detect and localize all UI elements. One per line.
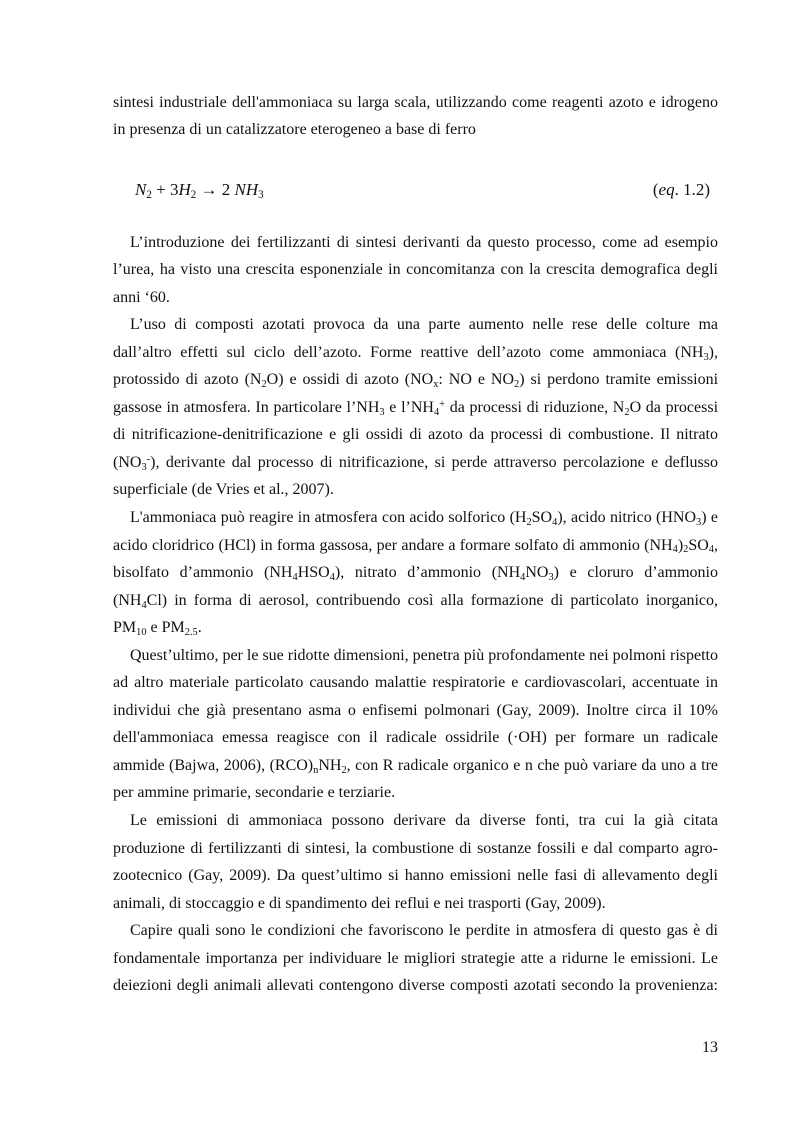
text-run: . xyxy=(197,619,202,637)
text-run: O) e ossidi di azoto (NO xyxy=(266,371,434,389)
text-run: gassose in atmosfera. In particolare l’NH xyxy=(113,398,380,416)
text-run: . 1.2) xyxy=(674,180,710,199)
text-run: dall’altro effetti sul ciclo dell’azoto. Forme reattive dell’azoto come ammoniaca (NH xyxy=(113,343,704,361)
text-run: deiezioni degli animali allevati contengono diverse composti azotati secondo la provenienza: xyxy=(113,977,718,995)
text-run: HSO xyxy=(297,564,330,582)
subscript: 3 xyxy=(696,516,702,528)
equation xyxy=(0,176,794,204)
subscript: n xyxy=(313,764,319,776)
subscript: 2 xyxy=(514,379,520,391)
text-line xyxy=(113,862,718,890)
text-line xyxy=(113,116,718,143)
text-line xyxy=(113,339,718,367)
text-run: bisolfato d’ammonio (NH xyxy=(113,564,293,582)
text-run: ammide (Bajwa, 2006), (RCO) xyxy=(113,756,314,774)
text-run: , con R radicale organico e n che può variare da uno a tre xyxy=(346,756,719,774)
subscript: 4 xyxy=(520,571,526,583)
text-line xyxy=(113,972,718,1000)
text-run: Cl) in forma di aerosol, contribuendo così alla formazione di particolato inorganico, xyxy=(146,591,718,609)
text-line xyxy=(113,587,718,615)
text-line xyxy=(113,311,718,339)
text-line xyxy=(113,284,718,312)
text-run: : NO e NO xyxy=(438,371,514,389)
text-line xyxy=(113,559,718,587)
text-run: ), nitrato d’ammonio (NH xyxy=(334,564,521,582)
text-run: → 2 xyxy=(196,180,235,199)
text-run: PM xyxy=(113,619,137,637)
text-run: e l’NH xyxy=(384,398,434,416)
subscript: 3 xyxy=(703,351,709,363)
text-line xyxy=(113,835,718,863)
text-run: dell'ammoniaca emessa reagisce con il radicale ossidrile (·OH) per formare un radicale xyxy=(113,729,718,747)
text-line xyxy=(113,394,718,422)
italic-run: H xyxy=(178,180,191,199)
text-line xyxy=(113,421,718,449)
text-line xyxy=(113,752,718,780)
subscript: 2 xyxy=(683,544,689,556)
text-run: ( xyxy=(652,180,659,199)
text-run: ) xyxy=(677,536,684,554)
text-run: l’urea, ha visto una crescita esponenziale in concomitanza con la crescita demografica degli xyxy=(113,261,718,279)
superscript: - xyxy=(146,453,151,465)
text-run: Le emissioni di ammoniaca possono derivare da diverse fonti, tra cui la già citata xyxy=(130,811,718,829)
text-run: individui che già presentano asma o enfisemi polmonari (Gay, 2009). Inoltre circa il 10% xyxy=(113,701,718,719)
text-line xyxy=(113,697,718,725)
text-run: , xyxy=(714,536,718,554)
text-run: SO xyxy=(531,508,553,526)
text-run: ad altro materiale particolato causando malattie respiratorie e cardiovascolari, accentuate in xyxy=(113,674,718,692)
paragraph xyxy=(113,229,718,312)
text-line xyxy=(113,807,718,835)
text-line xyxy=(113,532,718,560)
text-run: Quest’ultimo, per le sue ridotte dimensioni, penetra più profondamente nei polmoni rispetto xyxy=(130,646,718,664)
subscript: 4 xyxy=(433,406,440,418)
text-line xyxy=(113,256,718,284)
subscript: 4 xyxy=(141,599,147,611)
text-run: (NH xyxy=(113,591,142,609)
subscript: 2 xyxy=(341,764,347,776)
paragraph xyxy=(113,642,718,807)
subscript: 4 xyxy=(672,544,678,556)
text-line xyxy=(113,366,718,394)
text-run: ), derivante dal processo di nitrificazione, si perde attraverso percolazione e deflusso xyxy=(150,453,718,471)
equation-number xyxy=(653,176,710,204)
text-run: ), xyxy=(708,343,718,361)
text-run: ) si perdono tramite emissioni xyxy=(519,371,719,389)
subscript: 2 xyxy=(190,189,197,202)
body-text xyxy=(113,229,718,1000)
subscript: 3 xyxy=(258,189,264,202)
subscript: 4 xyxy=(552,516,558,528)
text-run: di nitrificazione-denitrificazione e gli ossidi di azoto da processi di combustione. Il nitrato xyxy=(113,426,718,444)
text-run: SO xyxy=(688,536,709,554)
text-run: NH xyxy=(318,756,342,774)
page-number: 13 xyxy=(702,1039,718,1056)
text-line xyxy=(113,89,718,116)
subscript: 4 xyxy=(708,544,714,556)
text-run: ), acido nitrico (HNO xyxy=(557,508,697,526)
text-run: L’introduzione dei fertilizzanti di sintesi derivanti da questo processo, come ad esempio xyxy=(130,233,718,251)
text-line xyxy=(113,476,718,504)
text-line xyxy=(113,229,718,257)
text-line xyxy=(113,724,718,752)
text-run: L’uso di composti azotati provoca da una parte aumento nelle rese delle colture ma xyxy=(130,316,718,334)
text-run: O da processi xyxy=(629,398,719,416)
subscript: 10 xyxy=(136,627,147,639)
italic-run: NH xyxy=(234,180,259,199)
text-run: Capire quali sono le condizioni che favoriscono le perdite in atmosfera di questo gas è di xyxy=(130,922,718,940)
text-run: + 3 xyxy=(151,180,179,199)
equation-formula xyxy=(135,176,264,204)
subscript: 2.5 xyxy=(184,627,198,639)
text-run: protossido di azoto (N xyxy=(113,371,262,389)
subscript: 3 xyxy=(548,571,554,583)
italic-run: eq xyxy=(658,180,675,199)
text-run: sintesi industriale dell'ammoniaca su larga scala, utilizzando come reagenti azoto e idrogeno xyxy=(113,94,718,111)
text-run: zootecnico (Gay, 2009). Da quest’ultimo si hanno emissioni nelle fasi di allevamento degli xyxy=(113,867,718,885)
text-line xyxy=(113,890,718,918)
text-run: per ammine primarie, secondarie e terziarie. xyxy=(113,784,396,802)
text-run: fondamentale importanza per individuare le migliori strategie atte a ridurne le emissioni. Le xyxy=(113,949,718,967)
italic-run: N xyxy=(135,180,147,199)
text-run: NO xyxy=(525,564,549,582)
text-line xyxy=(113,669,718,697)
subscript: 2 xyxy=(146,189,152,202)
text-line xyxy=(113,504,718,532)
text-run: (NO xyxy=(113,453,142,471)
subscript: 2 xyxy=(624,406,630,418)
subscript: 3 xyxy=(141,461,147,473)
paragraph xyxy=(113,311,718,504)
text-run: in presenza di un catalizzatore eterogeneo a base di ferro xyxy=(113,121,476,139)
subscript: 2 xyxy=(526,516,532,528)
text-line xyxy=(113,642,718,670)
text-line xyxy=(113,614,718,642)
continued-paragraph xyxy=(113,89,718,143)
text-run: e PM xyxy=(146,619,185,637)
text-run: da processi di riduzione, N xyxy=(445,398,625,416)
text-line xyxy=(113,917,718,945)
paragraph xyxy=(113,807,718,917)
subscript: 3 xyxy=(379,406,385,418)
superscript: + xyxy=(439,398,446,410)
paragraph xyxy=(113,917,718,1000)
subscript: x xyxy=(433,379,439,391)
text-run: ) e xyxy=(701,508,718,526)
subscript: 2 xyxy=(261,379,267,391)
text-line xyxy=(113,945,718,973)
text-line xyxy=(113,449,718,477)
subscript: 4 xyxy=(292,571,298,583)
text-run: L'ammoniaca può reagire in atmosfera con acido solforico (H xyxy=(130,508,527,526)
text-run: produzione di fertilizzanti di sintesi, la combustione di sostanze fossili e dal comparto agro- xyxy=(113,839,718,857)
subscript: 4 xyxy=(329,571,335,583)
text-run: anni ‘60. xyxy=(113,288,170,306)
paragraph xyxy=(113,504,718,642)
text-line xyxy=(113,779,718,807)
text-run: ) e cloruro d’ammonio xyxy=(553,564,718,582)
text-run: acido cloridrico (HCl) in forma gassosa, per andare a formare solfato di ammonio (NH xyxy=(113,536,673,554)
text-run: animali, di stoccaggio e di spandimento dei reflui e nei trasporti (Gay, 2009). xyxy=(113,894,606,912)
text-run: superficiale (de Vries et al., 2007). xyxy=(113,481,334,499)
